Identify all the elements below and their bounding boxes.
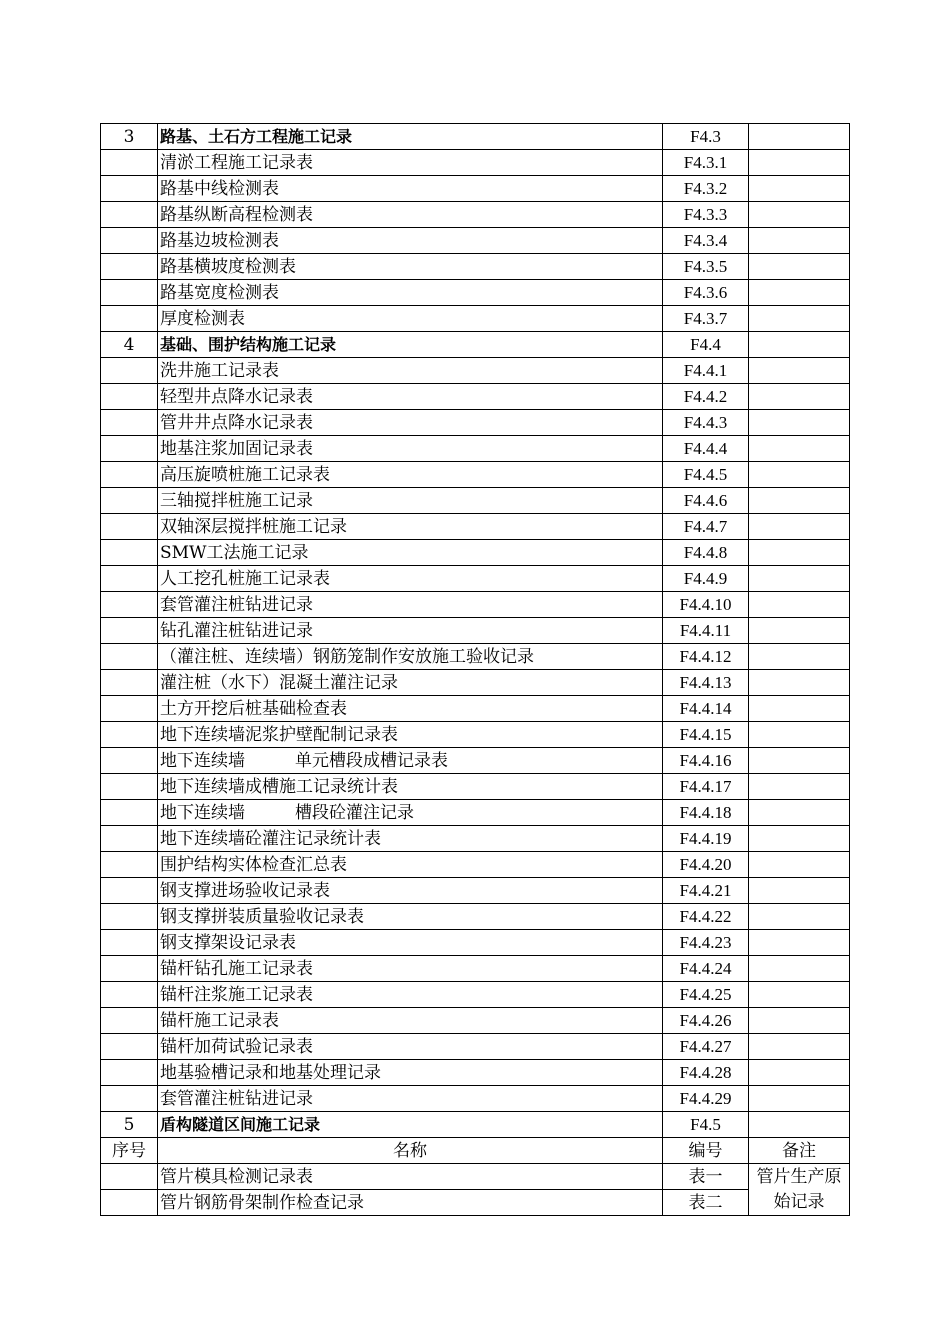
table-row xyxy=(101,618,850,644)
row-number xyxy=(101,800,158,826)
section-title: 路基、土石方工程施工记录 xyxy=(158,124,663,150)
row-note xyxy=(749,904,850,930)
row-name: 高压旋喷桩施工记录表 xyxy=(158,462,663,488)
row-number xyxy=(101,748,158,774)
row-note xyxy=(749,1060,850,1086)
row-name: 钢支撑拼装质量验收记录表 xyxy=(158,904,663,930)
row-name xyxy=(158,800,663,826)
row-code: F4.4.21 xyxy=(663,878,749,904)
row-number xyxy=(101,956,158,982)
row-code: F4.4.14 xyxy=(663,696,749,722)
row-name: 套管灌注桩钻进记录 xyxy=(158,592,663,618)
row-number xyxy=(101,618,158,644)
table-row xyxy=(101,540,850,566)
table-row xyxy=(101,150,850,176)
row-note xyxy=(749,332,850,358)
row-name-part: 地下连续墙 xyxy=(160,750,245,771)
table-row xyxy=(101,722,850,748)
row-number xyxy=(101,1060,158,1086)
table-row xyxy=(101,930,850,956)
row-name: 路基横坡度检测表 xyxy=(158,254,663,280)
row-note xyxy=(749,878,850,904)
row-number xyxy=(101,1086,158,1112)
row-note xyxy=(749,1086,850,1112)
row-number xyxy=(101,774,158,800)
row-code: F4.3.6 xyxy=(663,280,749,306)
table-row xyxy=(101,1086,850,1112)
table-row xyxy=(101,852,850,878)
row-note xyxy=(749,436,850,462)
row-name: （灌注桩、连续墙）钢筋笼制作安放施工验收记录 xyxy=(158,644,663,670)
row-number xyxy=(101,644,158,670)
table-row xyxy=(101,384,850,410)
row-name: 地基注浆加固记录表 xyxy=(158,436,663,462)
table-row xyxy=(101,410,850,436)
row-note xyxy=(749,852,850,878)
table-row xyxy=(101,514,850,540)
row-code: F4.4.24 xyxy=(663,956,749,982)
row-code: F4.5 xyxy=(663,1112,749,1138)
table-row xyxy=(101,696,850,722)
row-number xyxy=(101,1190,158,1216)
row-note xyxy=(749,930,850,956)
row-code: F4.4.11 xyxy=(663,618,749,644)
header-code: 编号 xyxy=(663,1138,749,1164)
row-note xyxy=(749,124,850,150)
row-number xyxy=(101,566,158,592)
row-note xyxy=(749,982,850,1008)
row-name: 灌注桩（水下）混凝土灌注记录 xyxy=(158,670,663,696)
remark-note: 管片生产原始记录 xyxy=(749,1164,850,1216)
table-row xyxy=(101,1034,850,1060)
table-row xyxy=(101,228,850,254)
row-name: 路基边坡检测表 xyxy=(158,228,663,254)
table-row xyxy=(101,774,850,800)
row-code: F4.4.9 xyxy=(663,566,749,592)
row-number xyxy=(101,436,158,462)
row-number xyxy=(101,1008,158,1034)
row-code: F4.4.29 xyxy=(663,1086,749,1112)
row-name: 人工挖孔桩施工记录表 xyxy=(158,566,663,592)
row-number xyxy=(101,202,158,228)
row-note xyxy=(749,540,850,566)
row-code: F4.3.7 xyxy=(663,306,749,332)
row-code: F4.4.20 xyxy=(663,852,749,878)
row-number xyxy=(101,696,158,722)
row-code: F4.4.15 xyxy=(663,722,749,748)
row-note xyxy=(749,306,850,332)
section-title: 基础、围护结构施工记录 xyxy=(158,332,663,358)
row-name: 围护结构实体检查汇总表 xyxy=(158,852,663,878)
row-name-part: 单元槽段成槽记录表 xyxy=(295,750,448,771)
row-code: F4.3.3 xyxy=(663,202,749,228)
row-note xyxy=(749,150,850,176)
row-note xyxy=(749,358,850,384)
table-row xyxy=(101,592,850,618)
table-row xyxy=(101,826,850,852)
section-title: 盾构隧道区间施工记录 xyxy=(158,1112,663,1138)
row-note xyxy=(749,254,850,280)
row-note xyxy=(749,826,850,852)
row-number xyxy=(101,280,158,306)
table-row xyxy=(101,306,850,332)
row-code: F4.4.23 xyxy=(663,930,749,956)
row-note xyxy=(749,202,850,228)
row-number xyxy=(101,514,158,540)
table-row xyxy=(101,956,850,982)
row-number xyxy=(101,228,158,254)
row-code: 表二 xyxy=(663,1190,749,1216)
row-number xyxy=(101,826,158,852)
header-no: 序号 xyxy=(101,1138,158,1164)
row-name: 管片模具检测记录表 xyxy=(158,1164,663,1190)
header-name: 名称 xyxy=(158,1138,663,1164)
table-row xyxy=(101,358,850,384)
row-name: 三轴搅拌桩施工记录 xyxy=(158,488,663,514)
row-name: 路基中线检测表 xyxy=(158,176,663,202)
row-code: F4.4.2 xyxy=(663,384,749,410)
row-name: 钢支撑进场验收记录表 xyxy=(158,878,663,904)
table-row xyxy=(101,254,850,280)
row-code: F4.4.6 xyxy=(663,488,749,514)
row-code: F4.4.19 xyxy=(663,826,749,852)
row-note xyxy=(749,618,850,644)
row-number xyxy=(101,982,158,1008)
row-number xyxy=(101,488,158,514)
row-note xyxy=(749,774,850,800)
row-number xyxy=(101,540,158,566)
row-note xyxy=(749,176,850,202)
row-code: F4.4.5 xyxy=(663,462,749,488)
row-name: 管片钢筋骨架制作检查记录 xyxy=(158,1190,663,1216)
table-row xyxy=(101,644,850,670)
section-row xyxy=(101,332,850,358)
row-note xyxy=(749,462,850,488)
row-code: F4.4.1 xyxy=(663,358,749,384)
row-name: 清淤工程施工记录表 xyxy=(158,150,663,176)
table-row xyxy=(101,488,850,514)
row-note xyxy=(749,1034,850,1060)
row-number: 5 xyxy=(101,1112,158,1138)
row-code: F4.3 xyxy=(663,124,749,150)
row-code: F4.4.25 xyxy=(663,982,749,1008)
row-note xyxy=(749,514,850,540)
table-row xyxy=(101,670,850,696)
row-number xyxy=(101,852,158,878)
row-code: F4.4.3 xyxy=(663,410,749,436)
row-number xyxy=(101,176,158,202)
section-row xyxy=(101,1112,850,1138)
row-number xyxy=(101,410,158,436)
row-code: F4.4.22 xyxy=(663,904,749,930)
row-number xyxy=(101,592,158,618)
row-code: F4.4.18 xyxy=(663,800,749,826)
row-number: 4 xyxy=(101,332,158,358)
row-name: 地下连续墙成槽施工记录统计表 xyxy=(158,774,663,800)
row-name: 地基验槽记录和地基处理记录 xyxy=(158,1060,663,1086)
row-code: 表一 xyxy=(663,1164,749,1190)
row-code: F4.4.10 xyxy=(663,592,749,618)
row-name: 锚杆钻孔施工记录表 xyxy=(158,956,663,982)
row-note xyxy=(749,1008,850,1034)
row-note xyxy=(749,696,850,722)
row-note xyxy=(749,410,850,436)
table-row xyxy=(101,566,850,592)
row-name-part: 槽段砼灌注记录 xyxy=(295,802,414,823)
table-row xyxy=(101,878,850,904)
row-name: 洗井施工记录表 xyxy=(158,358,663,384)
row-code: F4.4.16 xyxy=(663,748,749,774)
row-name: 轻型井点降水记录表 xyxy=(158,384,663,410)
row-number xyxy=(101,306,158,332)
row-code: F4.4.27 xyxy=(663,1034,749,1060)
row-code: F4.3.4 xyxy=(663,228,749,254)
row-note xyxy=(749,748,850,774)
row-number xyxy=(101,1164,158,1190)
table-row xyxy=(101,462,850,488)
table-row xyxy=(101,1008,850,1034)
table-row xyxy=(101,436,850,462)
row-code: F4.4.28 xyxy=(663,1060,749,1086)
row-number xyxy=(101,150,158,176)
row-name: 钻孔灌注桩钻进记录 xyxy=(158,618,663,644)
row-name-part: 地下连续墙 xyxy=(160,802,245,823)
row-number xyxy=(101,1034,158,1060)
row-number xyxy=(101,384,158,410)
table-row xyxy=(101,748,850,774)
row-name: 套管灌注桩钻进记录 xyxy=(158,1086,663,1112)
row-note xyxy=(749,670,850,696)
row-number xyxy=(101,670,158,696)
row-number xyxy=(101,930,158,956)
table-row xyxy=(101,1190,850,1216)
row-note xyxy=(749,384,850,410)
row-code: F4.4.13 xyxy=(663,670,749,696)
row-code: F4.3.1 xyxy=(663,150,749,176)
row-name: SMW工法施工记录 xyxy=(158,540,663,566)
row-name: 土方开挖后桩基础检查表 xyxy=(158,696,663,722)
table-row xyxy=(101,1164,850,1190)
row-code: F4.4 xyxy=(663,332,749,358)
row-name: 锚杆加荷试验记录表 xyxy=(158,1034,663,1060)
row-number xyxy=(101,358,158,384)
row-number xyxy=(101,722,158,748)
row-note xyxy=(749,566,850,592)
table-row xyxy=(101,904,850,930)
row-note xyxy=(749,956,850,982)
table-row xyxy=(101,176,850,202)
row-number xyxy=(101,254,158,280)
row-name: 管井井点降水记录表 xyxy=(158,410,663,436)
row-name: 地下连续墙泥浆护壁配制记录表 xyxy=(158,722,663,748)
row-number: 3 xyxy=(101,124,158,150)
row-number xyxy=(101,462,158,488)
row-note xyxy=(749,722,850,748)
header-row xyxy=(101,1138,850,1164)
row-code: F4.3.2 xyxy=(663,176,749,202)
row-code: F4.4.17 xyxy=(663,774,749,800)
table-row xyxy=(101,800,850,826)
row-number xyxy=(101,878,158,904)
row-code: F4.4.26 xyxy=(663,1008,749,1034)
section-row xyxy=(101,124,850,150)
record-index-table xyxy=(100,123,850,1216)
row-name: 锚杆注浆施工记录表 xyxy=(158,982,663,1008)
row-number xyxy=(101,904,158,930)
row-name: 地下连续墙砼灌注记录统计表 xyxy=(158,826,663,852)
table-row xyxy=(101,280,850,306)
table-row xyxy=(101,202,850,228)
row-note xyxy=(749,1112,850,1138)
row-name: 路基纵断高程检测表 xyxy=(158,202,663,228)
table-row xyxy=(101,1060,850,1086)
row-note xyxy=(749,644,850,670)
row-name xyxy=(158,748,663,774)
row-note xyxy=(749,228,850,254)
row-code: F4.4.12 xyxy=(663,644,749,670)
row-code: F4.4.8 xyxy=(663,540,749,566)
row-name: 路基宽度检测表 xyxy=(158,280,663,306)
row-note xyxy=(749,488,850,514)
row-note xyxy=(749,592,850,618)
row-name: 钢支撑架设记录表 xyxy=(158,930,663,956)
row-note xyxy=(749,280,850,306)
row-name: 锚杆施工记录表 xyxy=(158,1008,663,1034)
row-name: 双轴深层搅拌桩施工记录 xyxy=(158,514,663,540)
row-note xyxy=(749,800,850,826)
row-code: F4.3.5 xyxy=(663,254,749,280)
row-code: F4.4.7 xyxy=(663,514,749,540)
row-name: 厚度检测表 xyxy=(158,306,663,332)
row-code: F4.4.4 xyxy=(663,436,749,462)
header-note: 备注 xyxy=(749,1138,850,1164)
table-row xyxy=(101,982,850,1008)
